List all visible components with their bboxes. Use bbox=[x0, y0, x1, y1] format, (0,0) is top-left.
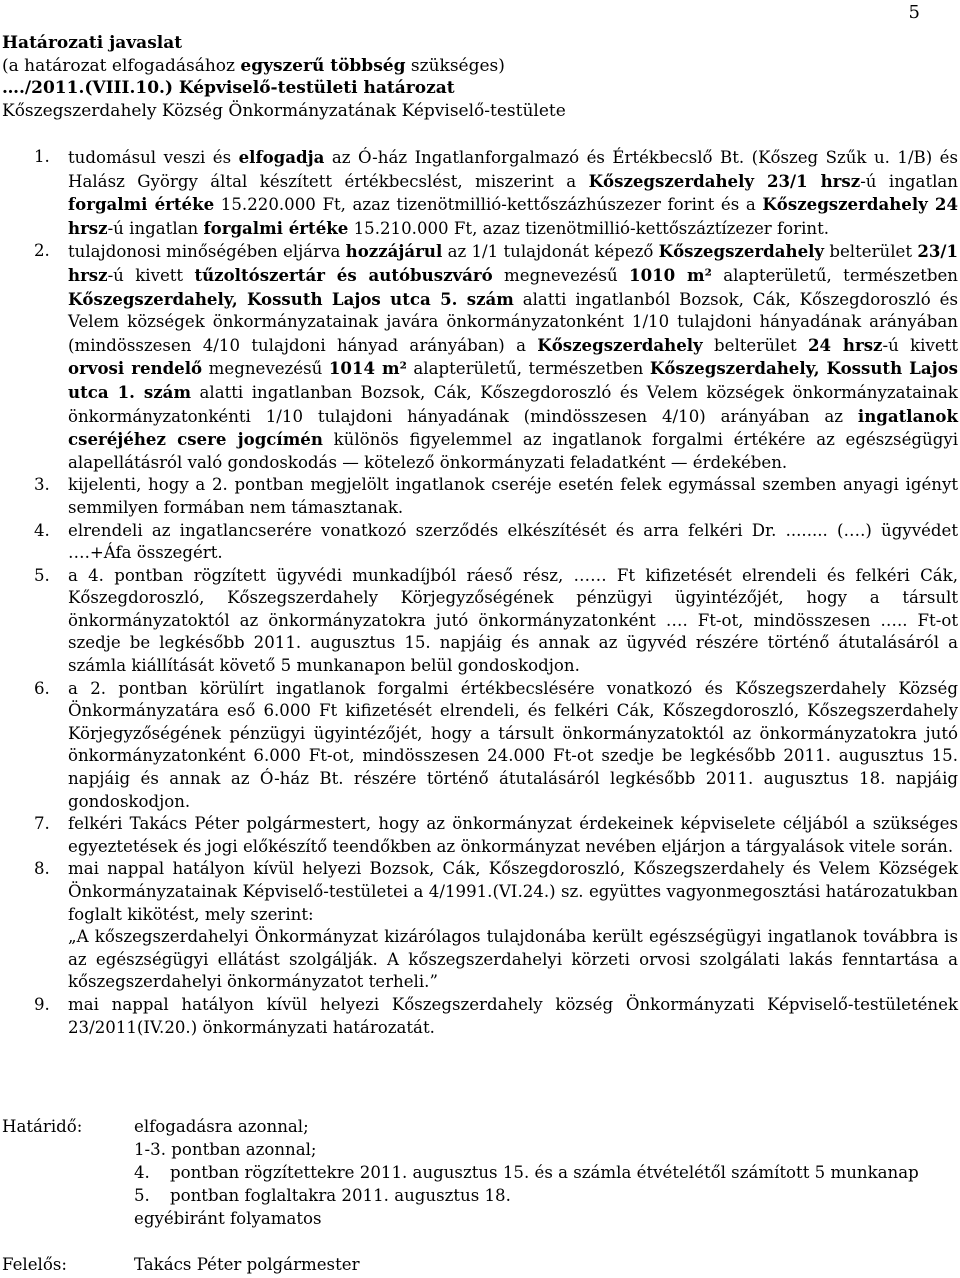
responsible-value: Takács Péter polgármester bbox=[134, 1255, 360, 1274]
item-number: 7. bbox=[34, 814, 50, 834]
resolution-item bbox=[34, 678, 958, 814]
item-number: 2. bbox=[34, 241, 50, 261]
resolution-title: Határozati javaslat bbox=[2, 33, 183, 53]
item-number: 8. bbox=[34, 859, 50, 879]
resolution-item bbox=[34, 474, 958, 519]
resolution-item bbox=[34, 565, 958, 678]
item-text: tulajdonosi minőségében eljárva hozzájárul az 1/1 tulajdonát képező Kőszegszerdahely belterület 23/1 hrsz-ú kivett tűzoltószertár és autóbuszváró megnevezésű 1010 m² alapterületű, természetben Kőszegszerdahely, Kossuth Lajos utca 5. szám alatti ingatlanból Bozsok, Cák, Kőszegdoroszló és Velem községek önkormányzatainak javára önkormányzatonként 1/10 tulajdoni hányadának arányában (mindösszesen 4/10 tulajdoni hányad arányában) a Kőszegszerdahely belterület 24 hrsz-ú kivett orvosi rendelő megnevezésű 1014 m² alapterületű, természetben Kőszegszerdahely, Kossuth Lajos utca 1. szám alatti ingatlanban Bozsok, Cák, Kőszegdoroszló és Velem községek önkormányzatainak önkormányzatonkénti 1/10 tulajdoni hányadának (mindösszesen 4/10) arányában az ingatlanok cseréjéhez csere jogcímén különös figyelemmel az ingatlanok forgalmi értékére az egészségügyi alapellátásról való gondoskodás — kötelező önkormányzati feladatként — érdekében. bbox=[68, 241, 959, 472]
item-text: kijelenti, hogy a 2. pontban megjelölt ingatlanok cseréje esetén felek egymással szemben anyagi igényt semmilyen formában nem támasztanak. bbox=[68, 475, 958, 517]
item-number: 4. bbox=[34, 520, 50, 540]
deadline-label: Határidő: bbox=[2, 1117, 83, 1136]
deadline-sub-4: egyébiránt folyamatos bbox=[134, 1209, 322, 1228]
item-text: a 4. pontban rögzített ügyvédi munkadíjból ráeső rész, …… Ft kifizetését elrendeli és felkéri Cák, Kőszegdoroszló, Kőszegszerdahely Körjegyzőségének pénzügyi ügyintézőjét, hogy a társult önkormányzatoktól az önkormányzatokra jutó önkormányzatonként …. Ft-ot, mindösszesen ….. Ft-ot szedje be legkésőbb 2011. augusztus 15. napjáig és annak az ügyvéd részére történő átutalásáról a számla kiállítását követő 5 munkanapon belül gondoskodjon. bbox=[68, 565, 958, 676]
quoted-clause: „A kőszegszerdahelyi Önkormányzat kizárólagos tulajdonába került egészségügyi ingatlanok továbbra is az egészségügyi ellátást szolgálják. A kőszegszerdahelyi körzeti orvosi szolgálati lakás fenntartása a kőszegszerdahelyi önkormányzatot terheli.” bbox=[68, 927, 958, 992]
deadline-sub-1: 1-3. pontban azonnal; bbox=[134, 1140, 317, 1159]
item-number: 3. bbox=[34, 475, 50, 495]
resolution-item bbox=[34, 240, 958, 474]
resolution-item bbox=[34, 994, 958, 1039]
deadline-main: elfogadásra azonnal; bbox=[134, 1117, 309, 1136]
resolution-header bbox=[2, 32, 932, 122]
majority-note: (a határozat elfogadásához egyszerű többség szükséges) bbox=[2, 55, 505, 76]
resolution-item bbox=[34, 146, 958, 240]
resolution-item bbox=[34, 520, 958, 565]
deadline-sub-3: 5. pontban foglaltakra 2011. augusztus 18. bbox=[134, 1186, 511, 1205]
resolution-item bbox=[34, 813, 958, 858]
responsible-label: Felelős: bbox=[2, 1255, 67, 1274]
item-number: 6. bbox=[34, 678, 50, 698]
item-text: a 2. pontban körülírt ingatlanok forgalmi értékbecslésére vonatkozó és Kőszegszerdahely Község Önkormányzatára eső 6.000 Ft kifizetését elrendeli, és felkéri Cák, Kőszegdoroszló, Kőszegszerdahely Körjegyzőségének pénzügyi ügyintézőjét, hogy a társult önkormányzatoktól az önkormányzatokra jutó önkormányzatonként 6.000 Ft-ot, mindösszesen 24.000 Ft-ot szedje be legkésőbb 2011. augusztus 15. napjáig és annak az Ó-ház Bt. részére történő átutalásáról legkésőbb 2011. augusztus 18. napjáig gondoskodjon. bbox=[68, 678, 958, 811]
deadline-sub-2: 4. pontban rögzítettekre 2011. augusztus 15. és a számla étvételétől számított 5 munkanap bbox=[134, 1163, 919, 1182]
resolution-number: …./2011.(VIII.10.) Képviselő-testületi határozat bbox=[2, 78, 455, 99]
item-text: tudomásul veszi és elfogadja az Ó-ház Ingatlanforgalmazó és Értékbecslő Bt. (Kőszeg Szűk u. 1/B) és Halász György által készített értékbecslést, miszerint a Kőszegszerdahely 23/1 hrsz-ú ingatlan forgalmi értéke 15.220.000 Ft, azaz tizenötmillió-kettőszázhúszezer forint és a Kőszegszerdahely 24 hrsz-ú ingatlan forgalmi értéke 15.210.000 Ft, azaz tizenötmillió-kettőszáztízezer forint. bbox=[68, 147, 958, 238]
item-text: mai nappal hatályon kívül helyezi Bozsok, Cák, Kőszegdoroszló, Kőszegszerdahely és Velem Községek Önkormányzatainak Képviselő-testületei a 4/1991.(VI.24.) sz. együttes vagyonmegosztási határozatukban foglalt kikötést, mely szerint: bbox=[68, 859, 958, 924]
item-number: 1. bbox=[34, 147, 50, 166]
item-number: 5. bbox=[34, 565, 50, 585]
page-number: 5 bbox=[908, 2, 920, 23]
council-name: Kőszegszerdahely Község Önkormányzatának Képviselő-testülete bbox=[2, 100, 566, 121]
item-number: 9. bbox=[34, 994, 50, 1014]
item-text: elrendeli az ingatlancserére vonatkozó szerződés elkészítését és arra felkéri Dr. ........ (….) ügyvédet ….+Áfa összegért. bbox=[68, 520, 958, 563]
item-text: mai nappal hatályon kívül helyezi Kőszegszerdahely község Önkormányzati Képviselő-testületének 23/2011(IV.20.) önkormányzati határozatát. bbox=[68, 994, 958, 1037]
item-text: felkéri Takács Péter polgármestert, hogy az önkormányzat érdekeinek képviselete céljából a szükséges egyeztetések és jogi előkészítő teendőkben az önkormányzat nevében eljárjon a tárgyalások vitele során. bbox=[68, 814, 958, 856]
resolution-items bbox=[34, 146, 958, 1039]
resolution-item bbox=[34, 858, 958, 994]
